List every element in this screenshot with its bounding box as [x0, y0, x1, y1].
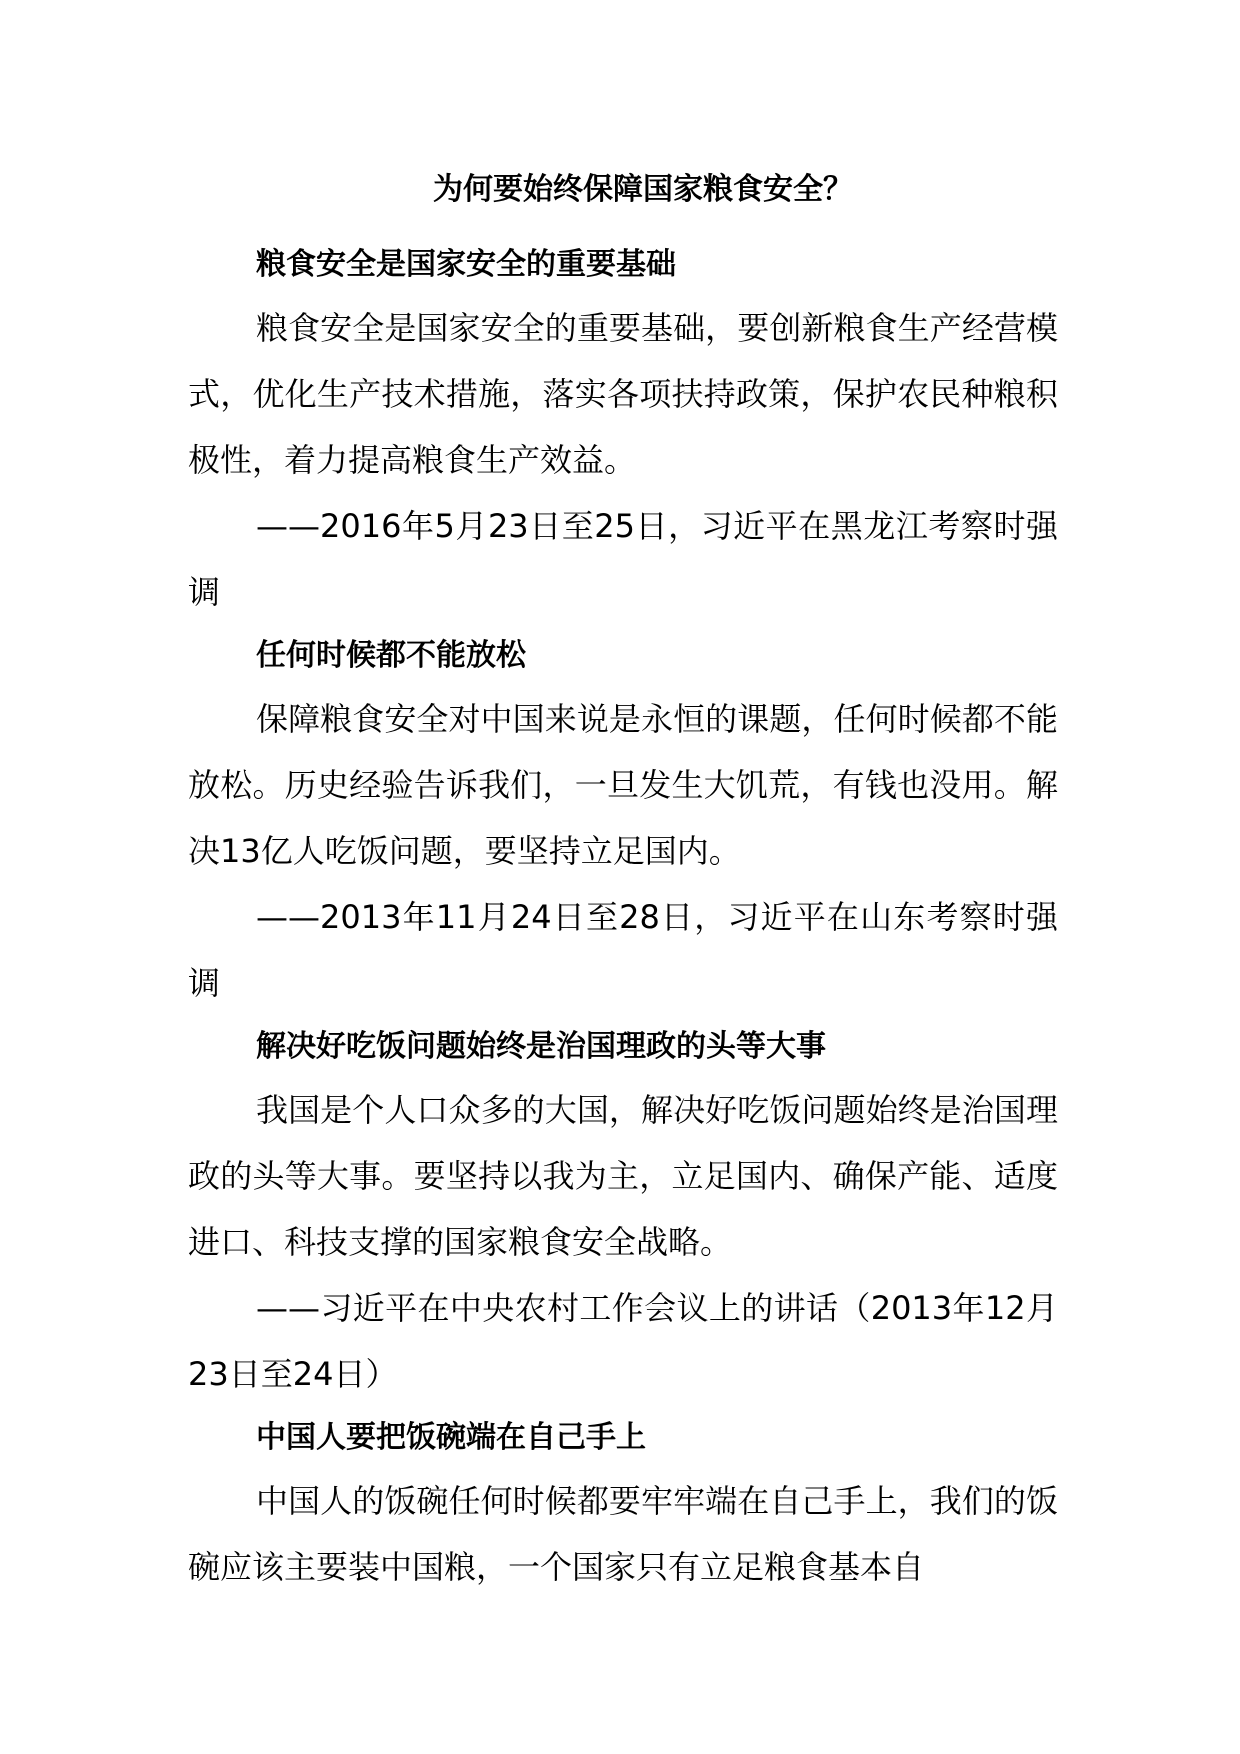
section-rice-bowl — [188, 1407, 1058, 1600]
section-body: 我国是个人口众多的大国，解决好吃饭问题始终是治国理政的头等大事。要坚持以我为主，立足国内、确保产能、适度进口、科技支撑的国家粮食安全战略。 — [188, 1091, 1058, 1261]
section-source: ——习近平在中央农村工作会议上的讲话（2013年12月23日至24日） — [188, 1289, 1058, 1393]
section-heading: 粮食安全是国家安全的重要基础 — [256, 247, 676, 282]
section-body: 中国人的饭碗任何时候都要牢牢端在自己手上，我们的饭碗应该主要装中国粮，一个国家只有立足粮食基本自 — [188, 1482, 1058, 1586]
document-page — [188, 170, 1058, 1600]
section-never-relax — [188, 625, 1058, 1016]
section-body: 保障粮食安全对中国来说是永恒的课题，任何时候都不能放松。历史经验告诉我们，一旦发生大饥荒，有钱也没用。解决13亿人吃饭问题，要坚持立足国内。 — [188, 700, 1058, 870]
document-title: 为何要始终保障国家粮食安全？ — [433, 172, 853, 207]
section-body: 粮食安全是国家安全的重要基础，要创新粮食生产经营模式，优化生产技术措施，落实各项扶持政策，保护农民种粮积极性，着力提高粮食生产效益。 — [188, 309, 1058, 479]
section-food-security-foundation — [188, 234, 1058, 625]
section-heading: 任何时候都不能放松 — [256, 638, 526, 673]
section-source: ——2016年5月23日至25日，习近平在黑龙江考察时强调 — [188, 507, 1058, 611]
section-heading: 解决好吃饭问题始终是治国理政的头等大事 — [256, 1029, 826, 1064]
section-feeding-priority — [188, 1016, 1058, 1407]
section-heading: 中国人要把饭碗端在自己手上 — [256, 1420, 646, 1455]
section-source: ——2013年11月24日至28日，习近平在山东考察时强调 — [188, 898, 1058, 1002]
